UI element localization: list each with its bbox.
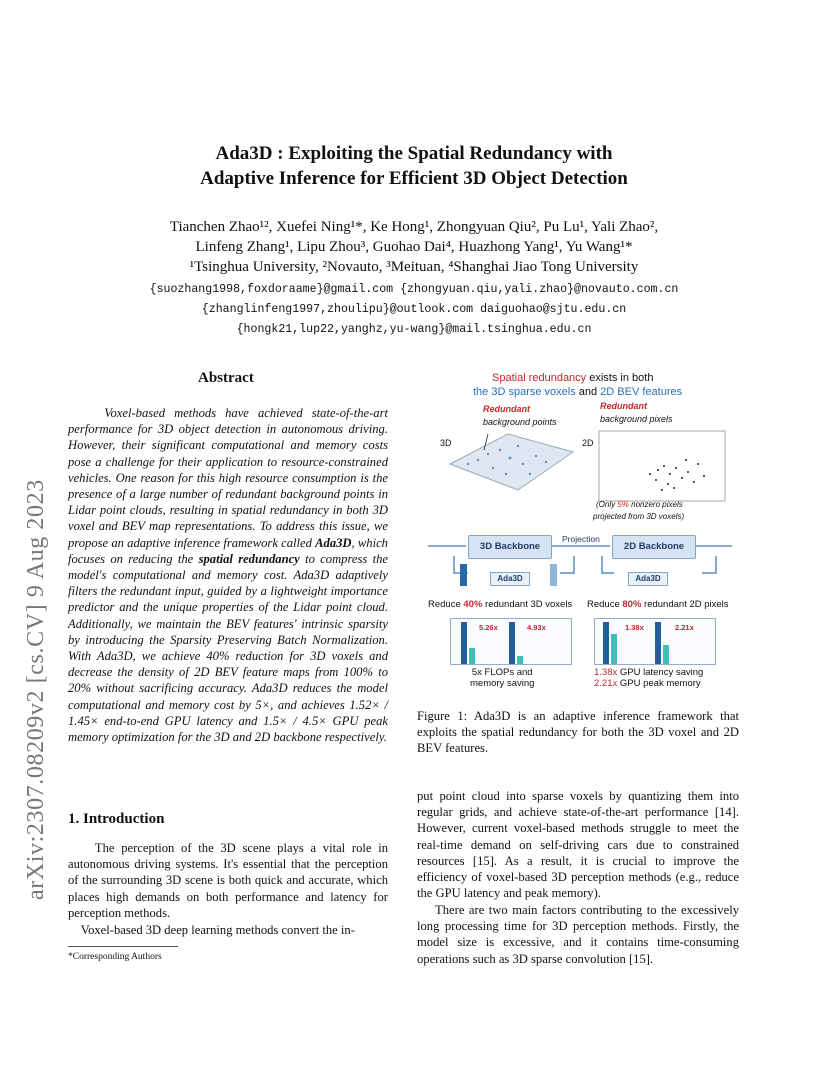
author-block: [0, 217, 828, 277]
abstract-part-1: Voxel-based methods have achieved state-of-the-art performance for 3D object detection in autonomous driving. However, their significant computational and memory costs pose a challenge for their application to resource-constrained vehicles. One reason for this high resource consumption is the presence of a large number of redundant background points in Lidar point clouds, resulting in spatial redundancy in both 3D voxel and BEV map representations. To address this issue, we propose an adaptive inference framework called: [68, 406, 388, 550]
bar-right-baseline-2: [655, 622, 661, 664]
authors-line-1: Tianchen Zhao¹², Xuefei Ning¹*, Ke Hong¹, Zhongyuan Qiu², Pu Lu¹, Yali Zhao²,: [169, 219, 659, 235]
fig-reduce-2d-pct: 80%: [622, 599, 642, 610]
fig-2d-backbone-box: 2D Backbone: [612, 535, 696, 559]
affiliations: ¹Tsinghua University, ²Novauto, ³Meituan, ⁴Shanghai Jiao Tong University: [189, 259, 639, 275]
bar-right-ada-1: [611, 634, 617, 664]
intro-paragraph-1: [68, 840, 388, 921]
fig-ada3d-block-1: Ada3D: [490, 572, 530, 586]
fig-note-b: nonzero pixels: [628, 500, 683, 509]
bar-left-baseline-1: [461, 622, 467, 664]
fig-header-red: Spatial redundancy: [492, 372, 587, 384]
footnote-rule: [68, 946, 178, 947]
email-block: [0, 280, 828, 340]
title-line-1: Ada3D : Exploiting the Spatial Redundancy with: [215, 143, 613, 164]
fig-3d-backbone-box: 3D Backbone: [468, 535, 552, 559]
fig-ada3d-block-2: Ada3D: [628, 572, 668, 586]
fig-right-caption: [594, 667, 703, 689]
fig-header-blue-1: the 3D sparse voxels: [473, 386, 576, 398]
fig-right-caption-2: [594, 678, 703, 689]
email-line-1: {suozhang1998,foxdoraame}@gmail.com {zhongyuan.qiu,yali.zhao}@novauto.com.cn: [149, 283, 679, 296]
fig-left-caption-1: 5x FLOPs and: [471, 667, 533, 678]
fig-note-pct: 5%: [617, 500, 629, 509]
fig-reduce-3d-a: Reduce: [428, 599, 464, 610]
fig-redundant-label-2: Redundant: [600, 401, 647, 411]
fig-reduce-2d-b: redundant 2D pixels: [641, 599, 729, 610]
fig-bg-pixels-label: background pixels: [600, 414, 673, 424]
fig-right-caption-1-rest: GPU latency saving: [617, 667, 704, 678]
fig-label-3d: 3D: [440, 438, 452, 448]
fig-right-caption-1: [594, 667, 703, 678]
fig-reduce-3d-pct: 40%: [463, 599, 483, 610]
abstract-bold-2: spatial redundancy: [198, 551, 300, 566]
intro-paragraph-2-text: Voxel-based 3D deep learning methods convert the in-: [80, 923, 355, 937]
bar-left-baseline-2: [509, 622, 515, 664]
abstract-text: [68, 405, 388, 745]
paper-title: [0, 141, 828, 191]
fig-right-caption-2-num: 2.21x: [594, 678, 618, 689]
fig-projection-label: Projection: [562, 534, 600, 544]
bar-left-ada-2: [517, 656, 523, 664]
fig-right-bar-panel: [594, 618, 716, 665]
ratio-label-1: 5.26x: [479, 623, 498, 632]
fig-header-rest: exists in both: [586, 372, 654, 384]
fig-left-caption-2: memory saving: [470, 678, 535, 689]
fig-reduce-2d: [587, 599, 729, 610]
abstract-part-2: , which focuses on reducing the: [68, 535, 388, 566]
bar-left-ada-1: [469, 648, 475, 664]
abstract-part-3: to compress the model's computational and memory cost. Ada3D adaptively filters the redundant input, guided by a lightweight importance predictor and the unique properties of the Lidar point cloud. Additionally, we maintain the BEV features' intrinsic sparsity by introducing the Sparsity Preserving Batch Normalization. With Ada3D, we achieve 40% reduction for 3D voxels and decrease the density of 2D BEV feature maps from 100% to 20% without sacrificing accuracy. Ada3D reduces the model computational and memory cost by 5×, and achieves 1.52× / 1.45× end-to-end GPU latency and 1.5× / 4.5× GPU peak memory optimization for the 3D and 2D backbone respectively.: [68, 551, 388, 745]
right-paragraph-2-text: There are two main factors contributing to the excessively long processing time for 3D perception methods. Firstly, the model size is excessive, and it contains time-consuming operations such as 3D sparse convolution [15].: [417, 903, 739, 966]
bar-right-ada-2: [663, 645, 669, 664]
fig-header-blue-2: 2D BEV features: [600, 386, 683, 398]
fig-redundant-label-1: Redundant: [483, 404, 530, 414]
footnote: *Corresponding Authors: [68, 952, 162, 962]
fig-label-2d: 2D: [582, 438, 594, 448]
fig-header-and: and: [575, 386, 601, 398]
arxiv-identifier: arXiv:2307.08209v2 [cs.CV] 9 Aug 2023: [23, 479, 49, 900]
fig-right-caption-2-rest: GPU peak memory: [617, 678, 701, 689]
abstract-bold-1: Ada3D: [315, 535, 352, 550]
bar-right-baseline-1: [603, 622, 609, 664]
right-paragraph-1: put point cloud into sparse voxels by quantizing them into regular grids, and achieve state-of-the-art performance [14]. However, current voxel-based methods struggle to meet the real-time demand on self-driving cars due to constrained resources [15]. As a result, it is crucial to improve the efficiency of voxel-based 3D perception methods (e.g., reduce the GPU latency and peak memory).: [417, 789, 739, 901]
title-line-2: Adaptive Inference for Efficient 3D Object Detection: [200, 168, 628, 189]
authors-line-2: Linfeng Zhang¹, Lipu Zhou³, Guohao Dai⁴, Huazhong Yang¹, Yu Wang¹*: [195, 239, 633, 255]
fig-left-caption: [470, 667, 534, 689]
fig-bg-points-label: background points: [483, 417, 557, 427]
figure-caption: Figure 1: Ada3D is an adaptive inference framework that exploits the spatial redundancy for both the 3D voxel and 2D BEV features.: [417, 709, 739, 756]
fig-reduce-3d: [428, 599, 572, 610]
right-paragraph-2: [417, 902, 739, 967]
bev-map-2d-image: [598, 430, 726, 502]
email-line-3: {hongk21,lup22,yanghz,yu-wang}@mail.tsinghua.edu.cn: [236, 323, 592, 336]
fig-header-line-2: [473, 386, 682, 398]
fig-reduce-3d-b: redundant 3D voxels: [482, 599, 573, 610]
fig-reduce-2d-a: Reduce: [587, 599, 623, 610]
fig-header-line-1: [492, 372, 653, 384]
ratio-label-4: 2.21x: [675, 623, 694, 632]
fig-note-a: (Only: [596, 500, 618, 509]
ratio-label-2: 4.93x: [527, 623, 546, 632]
fig-left-bar-panel: [450, 618, 572, 665]
email-line-2: {zhanglinfeng1997,zhoulipu}@outlook.com daiguohao@sjtu.edu.cn: [201, 303, 627, 316]
intro-paragraph-2: [68, 922, 388, 938]
ratio-label-3: 1.38x: [625, 623, 644, 632]
abstract-heading: Abstract: [198, 370, 254, 386]
intro-paragraph-1-text: The perception of the 3D scene plays a vital role in autonomous driving systems. It's essential that the perception of the surrounding 3D scene is both quick and accurate, which places high demands on both performance and latency for perception methods.: [68, 841, 388, 920]
intro-heading: 1. Introduction: [68, 811, 165, 827]
fig-right-caption-1-num: 1.38x: [594, 667, 618, 678]
point-cloud-3d-image: [448, 424, 576, 494]
fig-note-line-2: projected from 3D voxels): [593, 512, 685, 521]
fig-note-line-1: [596, 500, 683, 509]
figure-1: [418, 368, 740, 698]
